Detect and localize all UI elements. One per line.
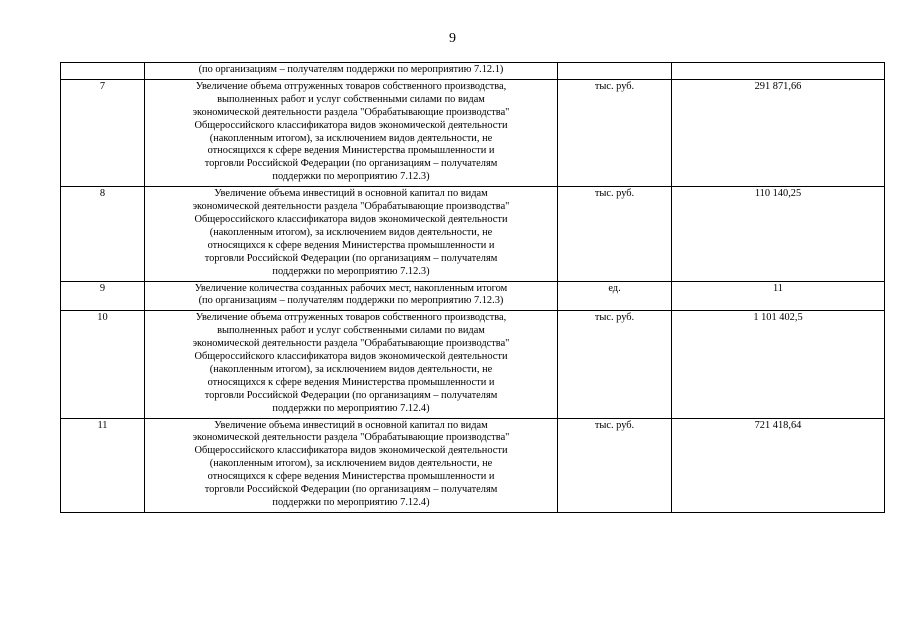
- row-description-line: экономической деятельности раздела "Обрабатывающие производства": [192, 338, 510, 350]
- row-description-line: поддержки по мероприятию 7.12.3): [272, 171, 430, 183]
- row-description-line: Увеличение объема отгруженных товаров собственного производства,: [195, 312, 507, 324]
- table-row: [61, 79, 885, 186]
- row-description-line: выполненных работ и услуг собственными силами по видам: [217, 325, 485, 337]
- row-description-line: поддержки по мероприятию 7.12.4): [272, 402, 430, 414]
- row-description-line: Общероссийского классификатора видов экономической деятельности: [194, 445, 508, 457]
- row-description-line: Увеличение объема инвестиций в основной капитал по видам: [214, 419, 488, 431]
- indicators-table: [60, 62, 885, 513]
- row-value-cell: [672, 63, 885, 80]
- row-description-line: экономической деятельности раздела "Обрабатывающие производства": [192, 432, 510, 444]
- row-description-line: Общероссийского классификатора видов экономической деятельности: [194, 119, 508, 131]
- row-description-line: Увеличение количества созданных рабочих мест, накопленным итогом: [194, 282, 508, 294]
- table-row: [61, 281, 885, 311]
- row-value-cell: 291 871,66: [672, 79, 885, 186]
- row-description-line: поддержки по мероприятию 7.12.3): [272, 265, 430, 277]
- row-value-cell: 110 140,25: [672, 187, 885, 281]
- row-description-line: торговли Российской Федерации (по организациям – получателям: [204, 389, 498, 401]
- row-description-line: относящихся к сфере ведения Министерства промышленности и: [207, 239, 495, 251]
- row-number-cell: 7: [61, 79, 145, 186]
- row-description-line: (накопленным итогом), за исключением видов деятельности, не: [209, 132, 493, 144]
- row-description-line: Общероссийского классификатора видов экономической деятельности: [194, 351, 508, 363]
- row-description-line: Увеличение объема отгруженных товаров собственного производства,: [195, 80, 507, 92]
- row-description-cell: [145, 418, 558, 512]
- row-description-line: относящихся к сфере ведения Министерства промышленности и: [207, 376, 495, 388]
- row-description-line: торговли Российской Федерации (по организациям – получателям: [204, 252, 498, 264]
- row-description-cell: [145, 187, 558, 281]
- row-number-cell: [61, 63, 145, 80]
- row-value-cell: 11: [672, 281, 885, 311]
- table-body: [61, 63, 885, 513]
- row-description-cell: [145, 281, 558, 311]
- row-number-cell: 9: [61, 281, 145, 311]
- row-description-cell: [145, 63, 558, 80]
- table-row-continuation: [61, 63, 885, 80]
- row-description-line: поддержки по мероприятию 7.12.4): [272, 497, 430, 508]
- row-description-line: экономической деятельности раздела "Обрабатывающие производства": [192, 201, 510, 213]
- row-description-cell: [145, 311, 558, 418]
- row-number-cell: 8: [61, 187, 145, 281]
- row-description-line: (по организациям – получателям поддержки по мероприятию 7.12.1): [198, 64, 504, 75]
- row-description-line: Общероссийского классификатора видов экономической деятельности: [194, 213, 508, 225]
- row-unit-cell: тыс. руб.: [558, 79, 672, 186]
- row-unit-cell: ед.: [558, 281, 672, 311]
- row-value-cell: 1 101 402,5: [672, 311, 885, 418]
- page-number: 9: [449, 31, 456, 46]
- row-description-cell: [145, 79, 558, 186]
- row-description-line: торговли Российской Федерации (по организациям – получателям: [204, 484, 498, 496]
- table-row: [61, 187, 885, 281]
- table-row: [61, 418, 885, 512]
- row-description-line: торговли Российской Федерации (по организациям – получателям: [204, 158, 498, 170]
- row-unit-cell: тыс. руб.: [558, 418, 672, 512]
- table-row: [61, 311, 885, 418]
- row-unit-cell: тыс. руб.: [558, 311, 672, 418]
- row-unit-cell: тыс. руб.: [558, 187, 672, 281]
- row-description-line: выполненных работ и услуг собственными силами по видам: [217, 93, 485, 105]
- row-description-line: относящихся к сфере ведения Министерства промышленности и: [207, 471, 495, 483]
- row-unit-cell: [558, 63, 672, 80]
- row-description-line: Увеличение объема инвестиций в основной капитал по видам: [214, 188, 488, 200]
- row-description-line: (накопленным итогом), за исключением видов деятельности, не: [209, 363, 493, 375]
- row-number-cell: 10: [61, 311, 145, 418]
- row-number-cell: 11: [61, 418, 145, 512]
- row-description-line: (накопленным итогом), за исключением видов деятельности, не: [209, 226, 493, 238]
- row-description-line: (накопленным итогом), за исключением видов деятельности, не: [209, 458, 493, 470]
- row-value-cell: 721 418,64: [672, 418, 885, 512]
- row-description-line: экономической деятельности раздела "Обрабатывающие производства": [192, 106, 510, 118]
- row-description-line: (по организациям – получателям поддержки по мероприятию 7.12.3): [198, 295, 504, 307]
- row-description-line: относящихся к сфере ведения Министерства промышленности и: [207, 145, 495, 157]
